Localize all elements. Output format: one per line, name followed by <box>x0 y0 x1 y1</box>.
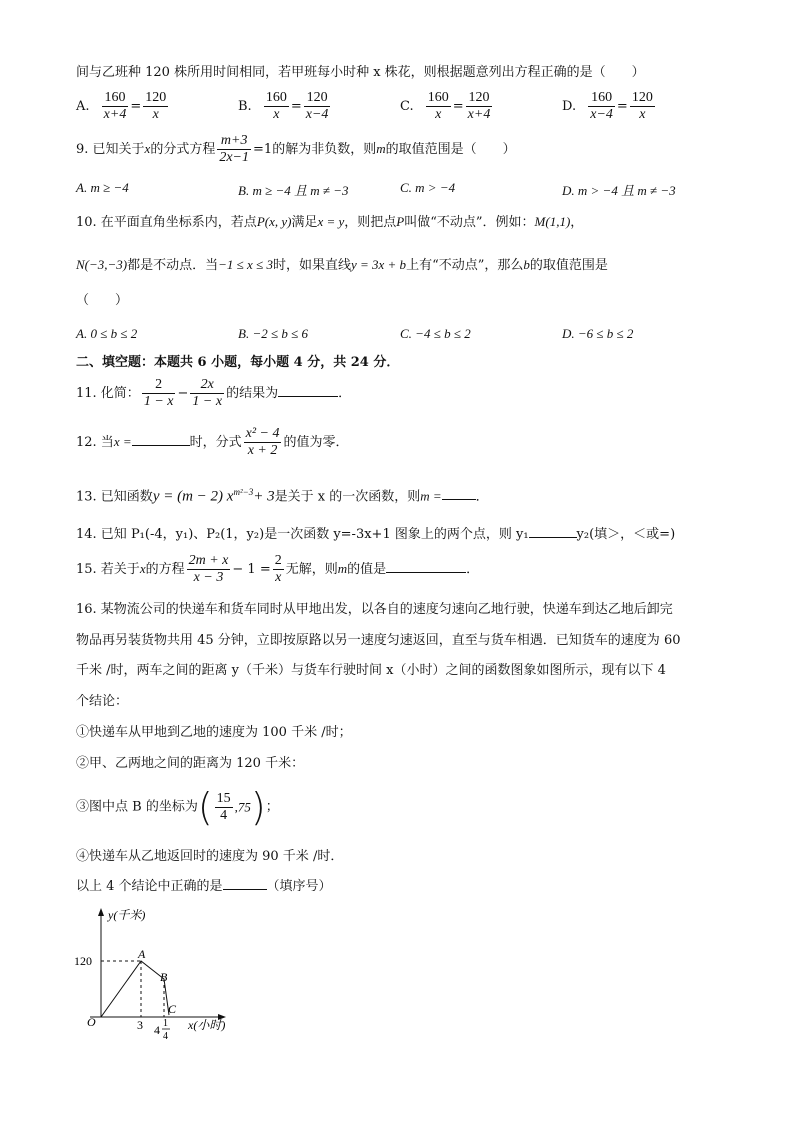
q9-option-c: C. m > −4 <box>400 180 456 195</box>
q13-answer-blank[interactable] <box>442 499 476 500</box>
section-heading: 二、填空题：本题共 6 小题，每小题 4 分，共 24 分． <box>76 355 400 370</box>
q16-conclusion-1: ①快递车从甲地到乙地的速度为 100 千米 /时； <box>76 725 352 740</box>
q14-question: 14. 已知 P₁(-4，y₁)、P₂(1，y₂)是一次函数 y=-3x+1 图象上的两个点，则 y₁ y₂(填＞，＜或=) <box>76 527 676 542</box>
q10-option-d: D. −6 ≤ b ≤ 2 <box>562 326 634 341</box>
q16-ask: 以上 4 个结论中正确的是 （填序号） <box>76 879 332 894</box>
point-a-label: A <box>138 947 146 961</box>
q16-line-4: 个结论： <box>76 694 129 709</box>
origin-label: O <box>87 1015 96 1029</box>
q14-answer-blank[interactable] <box>529 537 577 538</box>
q16-answer-blank[interactable] <box>223 889 267 890</box>
tick-label-120: 120 <box>74 954 92 968</box>
q16-line-2: 物品再另装货物共用 45 分钟，立即按原路以另一速度匀速返回，直至与货车相遇．已知货车的速度为 60 <box>76 633 681 648</box>
x-axis-label: x(小时) <box>188 1018 226 1032</box>
distance-line <box>101 961 169 1017</box>
tick-label-4-whole: 4 <box>154 1023 160 1037</box>
y-axis-arrow <box>98 908 104 916</box>
q16-line-3: 千米 /时，两车之间的距离 y（千米）与货车行驶时间 x（小时）之间的函数图象如图所示，现有以下 4 <box>76 663 666 678</box>
point-b-label: B <box>160 970 168 984</box>
q10-option-b: B. −2 ≤ b ≤ 6 <box>238 326 308 341</box>
q9-option-d: D. m > −4 且 m ≠ −3 <box>562 183 676 198</box>
q9-option-a: A. m ≥ −4 <box>76 180 129 195</box>
q11-answer-blank[interactable] <box>278 396 338 397</box>
q11-question: 11. 化简： $\frac{2}{1 - x}$ − $\frac{2x}{1 - x}$ 的结果为 ． <box>76 377 352 409</box>
point-c-label: C <box>168 1002 177 1016</box>
q10-option-a: A. 0 ≤ b ≤ 2 <box>76 326 138 341</box>
q10-line-1: 10. 在平面直角坐标系内，若点P(x, y)满足x = y，则把点P叫做“不动点”．例如：M(1,1)， <box>76 214 584 230</box>
q8-option-d: D. $\frac{160}{x-4}$ = $\frac{120}{x}$ <box>562 90 653 122</box>
y-axis-label: y(千米) <box>108 908 146 922</box>
q13-question: 13. 已知函数y = (m − 2) $x^{m^2-3}+ 3$是关于 x 的一次函数，则m = ． <box>76 487 489 505</box>
q15-question: 15. 若关于x的方程 $\frac{2m + x}{x - 3}$ − 1 = $\frac{2}{x}$ 无解，则m的值是 ． <box>76 553 480 585</box>
q9-question: 9. 已知关于x的分式方程 $\frac{m+3}{2x-1}$ =1的解为非负数，则m的取值范围是（ ） <box>76 133 516 165</box>
q16-conclusion-3: ③图中点 B 的坐标为( $\frac{15}{4}$ ,75)； <box>76 785 279 829</box>
q12-question: 12. 当x = 时，分式 $\frac{\text{x² − 4}}{x + 2}$ 的值为零． <box>76 426 349 458</box>
q10-line-2: N(−3,−3)都是不动点．当−1 ≤ x ≤ 3时，如果直线y = 3x + b上有“不动点”，那么b的取值范围是 <box>76 257 608 273</box>
distance-time-graph <box>70 905 270 1045</box>
q16-conclusion-4: ④快递车从乙地返回时的速度为 90 千米 /时． <box>76 849 344 864</box>
q12-answer-blank[interactable] <box>132 445 190 446</box>
tick-label-4-num: 1 <box>163 1018 168 1029</box>
tick-label-4-den: 4 <box>163 1031 168 1042</box>
q16-conclusion-2: ②甲、乙两地之间的距离为 120 千米： <box>76 756 305 771</box>
q8-option-b: B. $\frac{160}{x}$ = $\frac{120}{x-4}$ <box>238 90 329 122</box>
q9-option-b: B. m ≥ −4 且 m ≠ −3 <box>238 183 349 198</box>
q16-line-1: 16. 某物流公司的快递车和货车同时从甲地出发，以各自的速度匀速向乙地行驶，快递车到达乙地后卸完 <box>76 602 673 617</box>
q8-option-a: A. $\frac{160}{x+4}$ = $\frac{120}{x}$ <box>76 90 167 122</box>
q15-answer-blank[interactable] <box>386 572 466 573</box>
q10-option-c: C. −4 ≤ b ≤ 2 <box>400 326 471 341</box>
q8-option-c: C. $\frac{160}{x}$ = $\frac{120}{x+4}$ <box>400 90 491 122</box>
q8-text: 间与乙班种 120 株所用时间相同，若甲班每小时种 x 株花，则根据题意列出方程正确的是（ ） <box>76 65 645 80</box>
tick-label-3: 3 <box>137 1018 143 1032</box>
q10-paren: （ ） <box>76 293 129 308</box>
